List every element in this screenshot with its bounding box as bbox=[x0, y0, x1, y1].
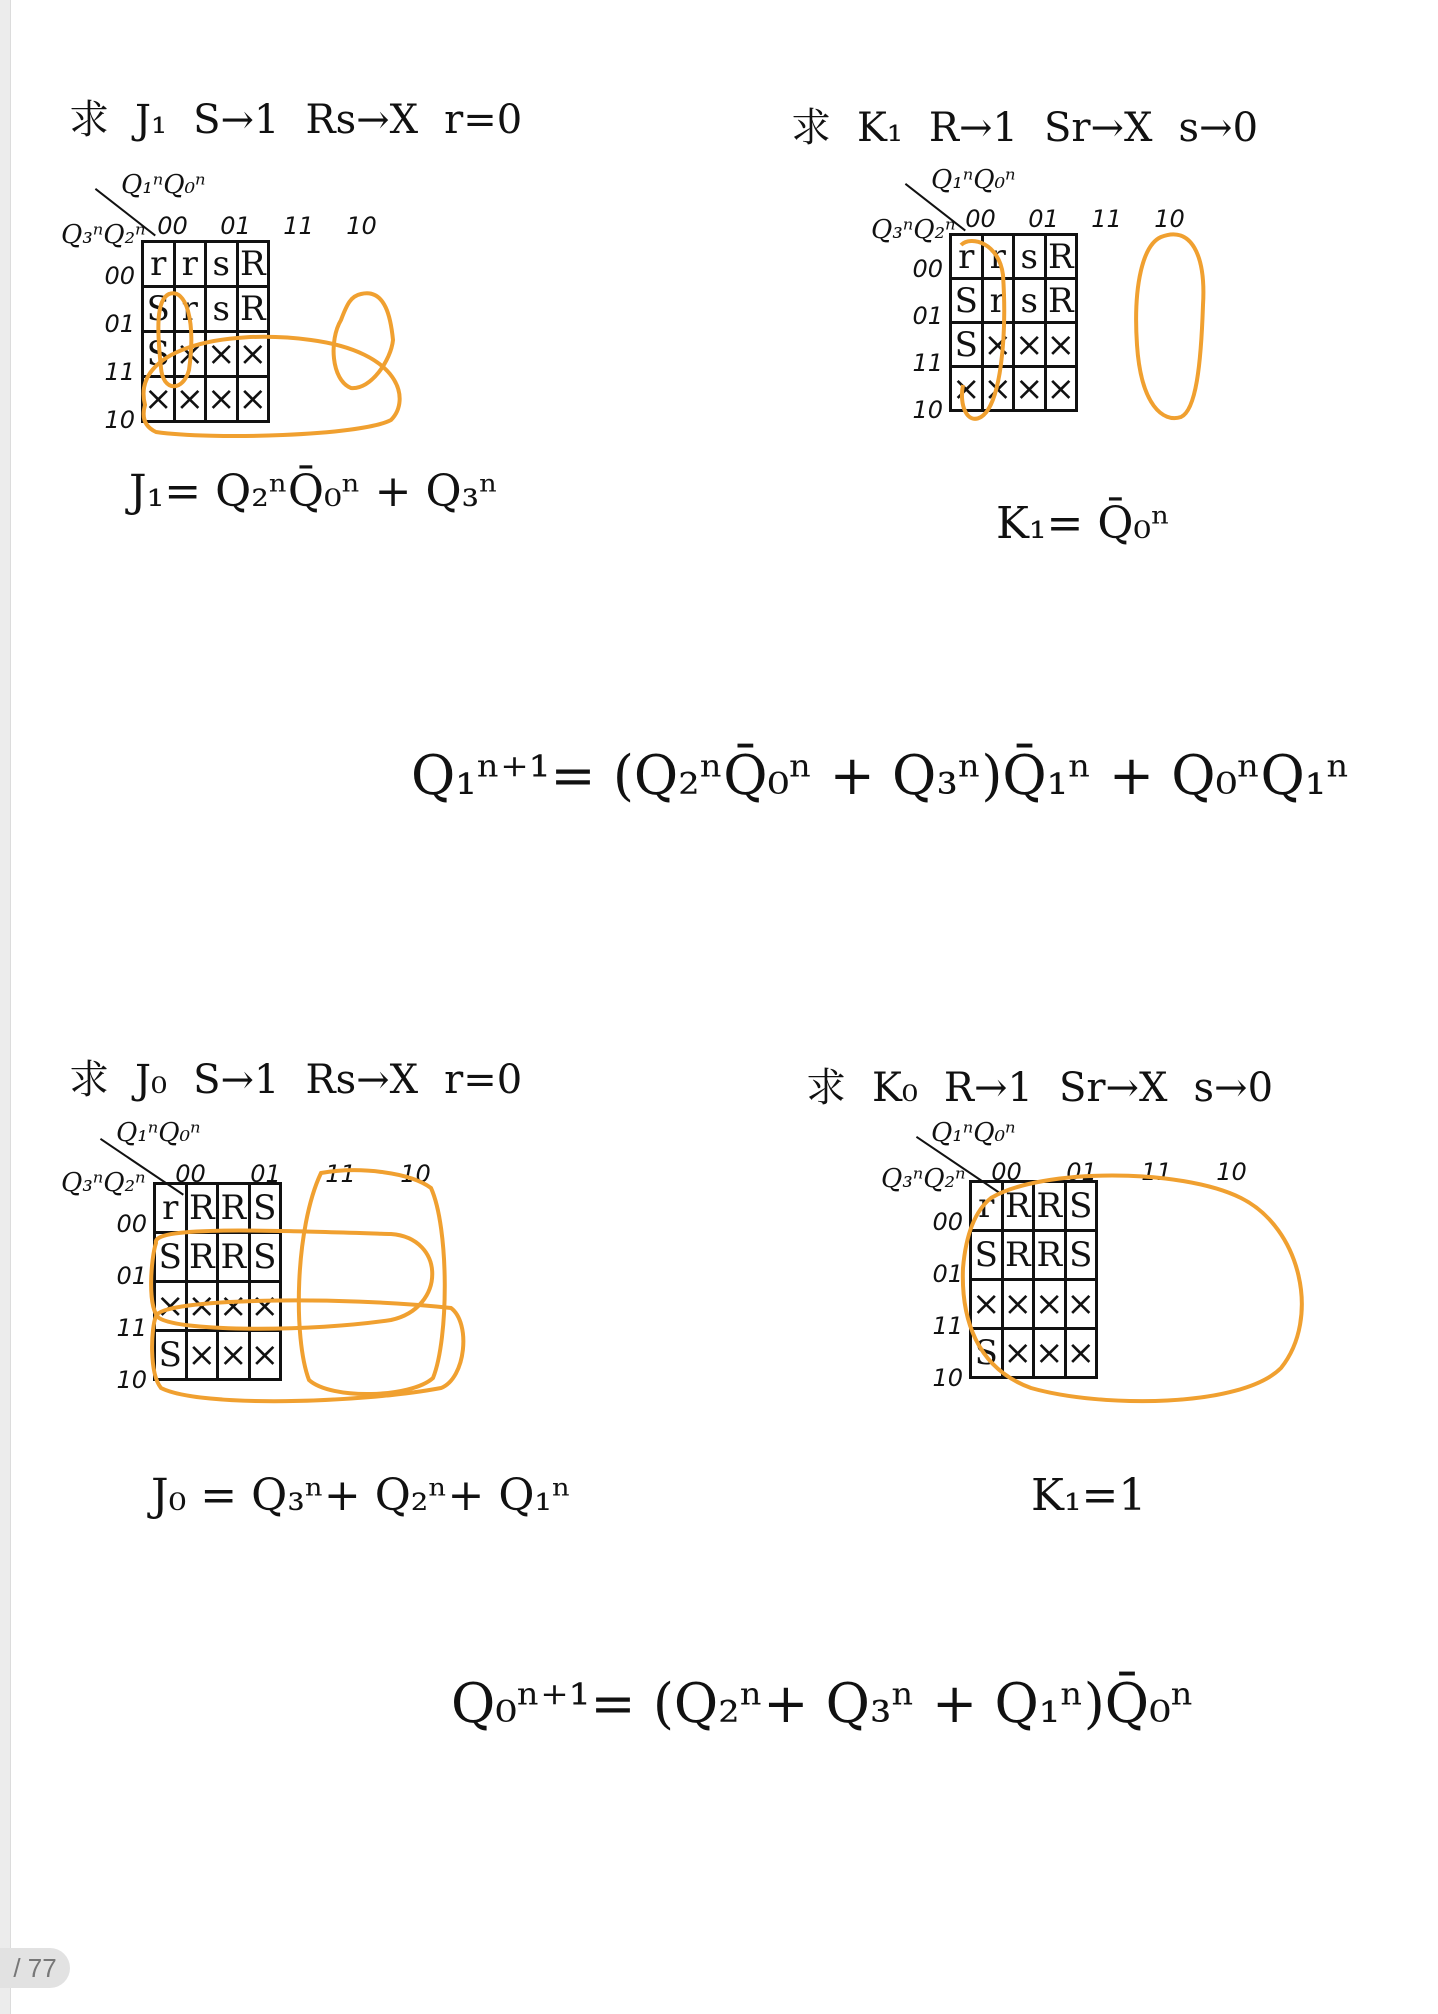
kmap-cell: × bbox=[218, 1331, 250, 1380]
section-header-j1 bbox=[69, 88, 548, 145]
header-rule: Sr→X bbox=[1059, 1065, 1168, 1111]
kmap-col-header: 01 bbox=[1066, 1158, 1097, 1186]
kmap-row-header: 01 bbox=[116, 1262, 147, 1290]
kmap-row-header: 10 bbox=[932, 1364, 963, 1392]
kmap-cell: R bbox=[1034, 1231, 1066, 1280]
section-header-j0 bbox=[69, 1048, 548, 1105]
page-indicator: / 77 bbox=[0, 1948, 70, 1988]
kmap-row-vars: Q₃ⁿQ₂ⁿ bbox=[61, 1168, 146, 1198]
kmap-cell: × bbox=[1046, 324, 1075, 365]
header-rule: r=0 bbox=[444, 97, 523, 143]
kmap-cell: S bbox=[1065, 1182, 1097, 1231]
kmap-col-header: 10 bbox=[346, 212, 377, 240]
kmap-cell: × bbox=[155, 1282, 187, 1331]
kmap-cell: R bbox=[1002, 1231, 1034, 1280]
kmap-cell: × bbox=[983, 324, 1012, 365]
kmap-grid bbox=[949, 233, 1078, 412]
header-rule: S→1 bbox=[193, 97, 280, 143]
grouping-loop bbox=[299, 1170, 445, 1394]
kmap-cell: S bbox=[155, 1331, 187, 1380]
kmap-col-vars: Q₁ⁿQ₀ⁿ bbox=[931, 1118, 1016, 1148]
kmap-cell: × bbox=[1015, 324, 1044, 365]
equation-k0: K₁=1 bbox=[1031, 1470, 1147, 1521]
kmap-cell: × bbox=[1065, 1329, 1097, 1378]
kmap-cell: S bbox=[951, 323, 983, 367]
kmap-cell: s bbox=[206, 287, 238, 332]
header-rule: R→1 bbox=[943, 1065, 1034, 1111]
kmap-cell: × bbox=[237, 377, 269, 422]
kmap-cell: R bbox=[218, 1184, 250, 1233]
kmap-cell: × bbox=[983, 368, 1012, 409]
kmap-col-header: 10 bbox=[1216, 1158, 1247, 1186]
kmap-cell: R bbox=[1045, 279, 1077, 323]
kmap-cell: r bbox=[982, 235, 1014, 279]
kmap-row-header: 00 bbox=[912, 255, 943, 283]
kmap-cell: × bbox=[206, 332, 238, 377]
header-rule: s→0 bbox=[1193, 1065, 1274, 1111]
kmap-row-header: 10 bbox=[104, 406, 135, 434]
header-prefix: 求 bbox=[69, 1057, 109, 1103]
header-rule: r=0 bbox=[444, 1057, 523, 1103]
kmap-cell: × bbox=[174, 332, 206, 377]
header-rule: s→0 bbox=[1178, 105, 1259, 151]
kmap-cell: r bbox=[143, 242, 175, 287]
kmap-cell: × bbox=[952, 368, 981, 409]
kmap-cell: × bbox=[1034, 1280, 1066, 1329]
kmap-cell: R bbox=[237, 287, 269, 332]
kmap-cell: R bbox=[1002, 1182, 1034, 1231]
kmap-cell: R bbox=[218, 1233, 250, 1282]
kmap-col-header: 11 bbox=[325, 1160, 356, 1188]
kmap-cell: S bbox=[155, 1233, 187, 1282]
kmap-cell: × bbox=[249, 1282, 281, 1331]
kmap-row-vars: Q₃ⁿQ₂ⁿ bbox=[61, 220, 146, 250]
state-equation-q0: Q₀ⁿ⁺¹= (Q₂ⁿ+ Q₃ⁿ + Q₁ⁿ)Q̄₀ⁿ bbox=[451, 1672, 1195, 1735]
header-target: K₀ bbox=[872, 1065, 918, 1111]
header-rule: Rs→X bbox=[305, 1057, 419, 1103]
kmap-cell: S bbox=[1065, 1231, 1097, 1280]
header-rule: Rs→X bbox=[305, 97, 419, 143]
kmap-col-vars: Q₁ⁿQ₀ⁿ bbox=[116, 1118, 201, 1148]
kmap-cell: r bbox=[174, 242, 206, 287]
kmap-row-header: 11 bbox=[912, 349, 943, 377]
header-rule: Sr→X bbox=[1044, 105, 1153, 151]
kmap-cell: S bbox=[971, 1329, 1003, 1378]
equation-j0: J₀ = Q₃ⁿ+ Q₂ⁿ+ Q₁ⁿ bbox=[151, 1470, 572, 1521]
kmap-cell: × bbox=[218, 1282, 250, 1331]
header-prefix: 求 bbox=[806, 1065, 846, 1111]
kmap-cell: × bbox=[237, 332, 269, 377]
kmap-cell: R bbox=[186, 1184, 218, 1233]
kmap-cell: R bbox=[1034, 1182, 1066, 1231]
kmap-cell: S bbox=[951, 279, 983, 323]
kmap-cell: s bbox=[206, 242, 238, 287]
kmap-cell: × bbox=[186, 1282, 218, 1331]
kmap-cell: r bbox=[155, 1184, 187, 1233]
kmap-cell: × bbox=[174, 377, 206, 422]
kmap-row-vars: Q₃ⁿQ₂ⁿ bbox=[881, 1164, 966, 1194]
kmap-cell: × bbox=[249, 1331, 281, 1380]
header-prefix: 求 bbox=[69, 97, 109, 143]
kmap-col-vars: Q₁ⁿQ₀ⁿ bbox=[931, 165, 1016, 195]
kmap-row-header: 00 bbox=[932, 1208, 963, 1236]
kmap-row-header: 10 bbox=[912, 396, 943, 424]
kmap-row-header: 00 bbox=[116, 1210, 147, 1238]
kmap-row-header: 01 bbox=[104, 310, 135, 338]
kmap-row-header: 11 bbox=[932, 1312, 963, 1340]
kmap-cell: r bbox=[971, 1182, 1003, 1231]
document-page bbox=[10, 0, 1438, 2014]
kmap-cell: × bbox=[186, 1331, 218, 1380]
kmap-cell: × bbox=[1034, 1329, 1066, 1378]
kmap-cell: R bbox=[1045, 235, 1077, 279]
kmap-cell: S bbox=[143, 332, 175, 377]
kmap-col-header: 11 bbox=[1141, 1158, 1172, 1186]
kmap-cell: × bbox=[1002, 1280, 1034, 1329]
kmap-cell: × bbox=[1065, 1280, 1097, 1329]
equation-j1: J₁= Q₂ⁿQ̄₀ⁿ + Q₃ⁿ bbox=[129, 466, 499, 517]
header-target: K₁ bbox=[857, 105, 903, 151]
state-equation-q1: Q₁ⁿ⁺¹= (Q₂ⁿQ̄₀ⁿ + Q₃ⁿ)Q̄₁ⁿ + Q₀ⁿQ₁ⁿ bbox=[411, 744, 1350, 807]
kmap-cell: R bbox=[237, 242, 269, 287]
kmap-col-header: 10 bbox=[400, 1160, 431, 1188]
section-header-k0 bbox=[806, 1056, 1299, 1113]
kmap-col-header: 10 bbox=[1154, 205, 1185, 233]
kmap-cell: s bbox=[1014, 279, 1046, 323]
kmap-cell: r bbox=[174, 287, 206, 332]
header-rule: R→1 bbox=[928, 105, 1019, 151]
kmap-cell: r bbox=[982, 279, 1014, 323]
kmap-cell: × bbox=[206, 377, 238, 422]
kmap-col-header: 01 bbox=[220, 212, 251, 240]
grouping-loop bbox=[1136, 234, 1203, 418]
kmap-grid bbox=[141, 240, 270, 423]
section-header-k1 bbox=[791, 96, 1284, 153]
header-target: J₀ bbox=[135, 1057, 168, 1103]
kmap-grid bbox=[153, 1182, 282, 1381]
kmap-cell: R bbox=[186, 1233, 218, 1282]
kmap-row-header: 01 bbox=[912, 302, 943, 330]
kmap-row-header: 10 bbox=[116, 1366, 147, 1394]
kmap-row-vars: Q₃ⁿQ₂ⁿ bbox=[871, 215, 956, 245]
grouping-loop bbox=[334, 293, 393, 388]
kmap-cell: × bbox=[143, 377, 175, 422]
kmap-cell: r bbox=[951, 235, 983, 279]
kmap-col-header: 00 bbox=[991, 1158, 1022, 1186]
kmap-col-header: 11 bbox=[1091, 205, 1122, 233]
equation-k1: K₁= Q̄₀ⁿ bbox=[996, 498, 1171, 549]
kmap-col-header: 00 bbox=[175, 1160, 206, 1188]
kmap-cell: S bbox=[143, 287, 175, 332]
kmap-cell: × bbox=[971, 1280, 1003, 1329]
kmap-cell: S bbox=[971, 1231, 1003, 1280]
kmap-col-header: 00 bbox=[965, 205, 996, 233]
header-prefix: 求 bbox=[791, 105, 831, 151]
kmap-cell: × bbox=[1002, 1329, 1034, 1378]
header-target: J₁ bbox=[135, 97, 168, 143]
kmap-cell: S bbox=[249, 1233, 281, 1282]
kmap-cell: S bbox=[249, 1184, 281, 1233]
kmap-row-header: 00 bbox=[104, 262, 135, 290]
kmap-col-header: 01 bbox=[250, 1160, 281, 1188]
kmap-col-header: 11 bbox=[283, 212, 314, 240]
header-rule: S→1 bbox=[193, 1057, 280, 1103]
kmap-row-header: 01 bbox=[932, 1260, 963, 1288]
kmap-col-header: 00 bbox=[157, 212, 188, 240]
kmap-col-header: 01 bbox=[1028, 205, 1059, 233]
kmap-row-header: 11 bbox=[116, 1314, 147, 1342]
kmap-col-vars: Q₁ⁿQ₀ⁿ bbox=[121, 170, 206, 200]
kmap-cell: s bbox=[1014, 235, 1046, 279]
kmap-cell: × bbox=[1015, 368, 1044, 409]
kmap-cell: × bbox=[1046, 368, 1075, 409]
kmap-grid bbox=[969, 1180, 1098, 1379]
kmap-row-header: 11 bbox=[104, 358, 135, 386]
